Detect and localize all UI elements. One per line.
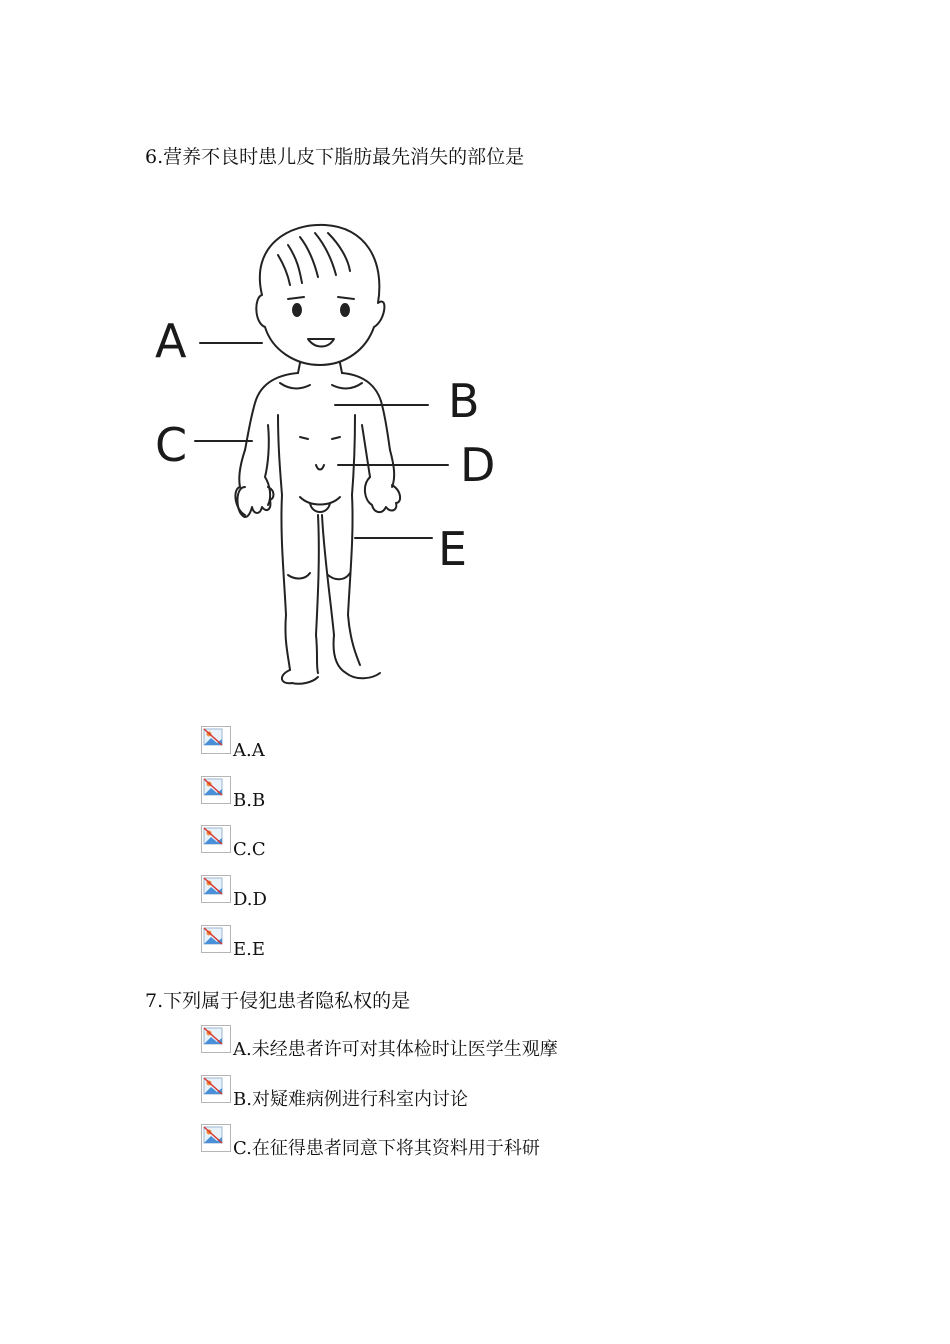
broken-image-icon <box>201 825 231 853</box>
question-6-stem: 6.营养不良时患儿皮下脂肪最先消失的部位是 <box>145 146 525 168</box>
q7-option-c[interactable] <box>201 1122 540 1159</box>
q6-option-e[interactable] <box>201 923 266 960</box>
q7-option-a-label: A.未经患者许可对其体检时让医学生观摩 <box>233 1039 558 1060</box>
child-body-illustration <box>150 215 496 690</box>
q6-option-b-label: B.B <box>233 790 266 811</box>
q6-option-a[interactable] <box>201 724 265 761</box>
figure-label-a: A <box>155 314 187 368</box>
q6-option-e-label: E.E <box>233 939 266 960</box>
broken-image-icon <box>201 726 231 754</box>
q6-option-a-label: A.A <box>233 740 265 761</box>
broken-image-icon <box>201 1025 231 1053</box>
q6-option-c-label: C.C <box>233 839 266 860</box>
broken-image-icon <box>201 875 231 903</box>
q7-option-b[interactable] <box>201 1073 468 1110</box>
child-body-figure <box>150 215 496 690</box>
q7-option-c-label: C.在征得患者同意下将其资料用于科研 <box>233 1138 540 1159</box>
figure-label-e: E <box>438 522 468 576</box>
q6-option-d[interactable] <box>201 873 267 910</box>
figure-label-b: B <box>448 374 480 428</box>
q6-option-b[interactable] <box>201 774 266 811</box>
question-7-stem: 7.下列属于侵犯患者隐私权的是 <box>145 990 411 1012</box>
broken-image-icon <box>201 925 231 953</box>
q6-option-c[interactable] <box>201 823 266 860</box>
broken-image-icon <box>201 776 231 804</box>
q7-option-a[interactable] <box>201 1023 558 1060</box>
q6-option-d-label: D.D <box>233 889 267 910</box>
broken-image-icon <box>201 1124 231 1152</box>
broken-image-icon <box>201 1075 231 1103</box>
figure-label-d: D <box>460 438 496 492</box>
figure-label-c: C <box>155 418 188 472</box>
q7-option-b-label: B.对疑难病例进行科室内讨论 <box>233 1089 468 1110</box>
